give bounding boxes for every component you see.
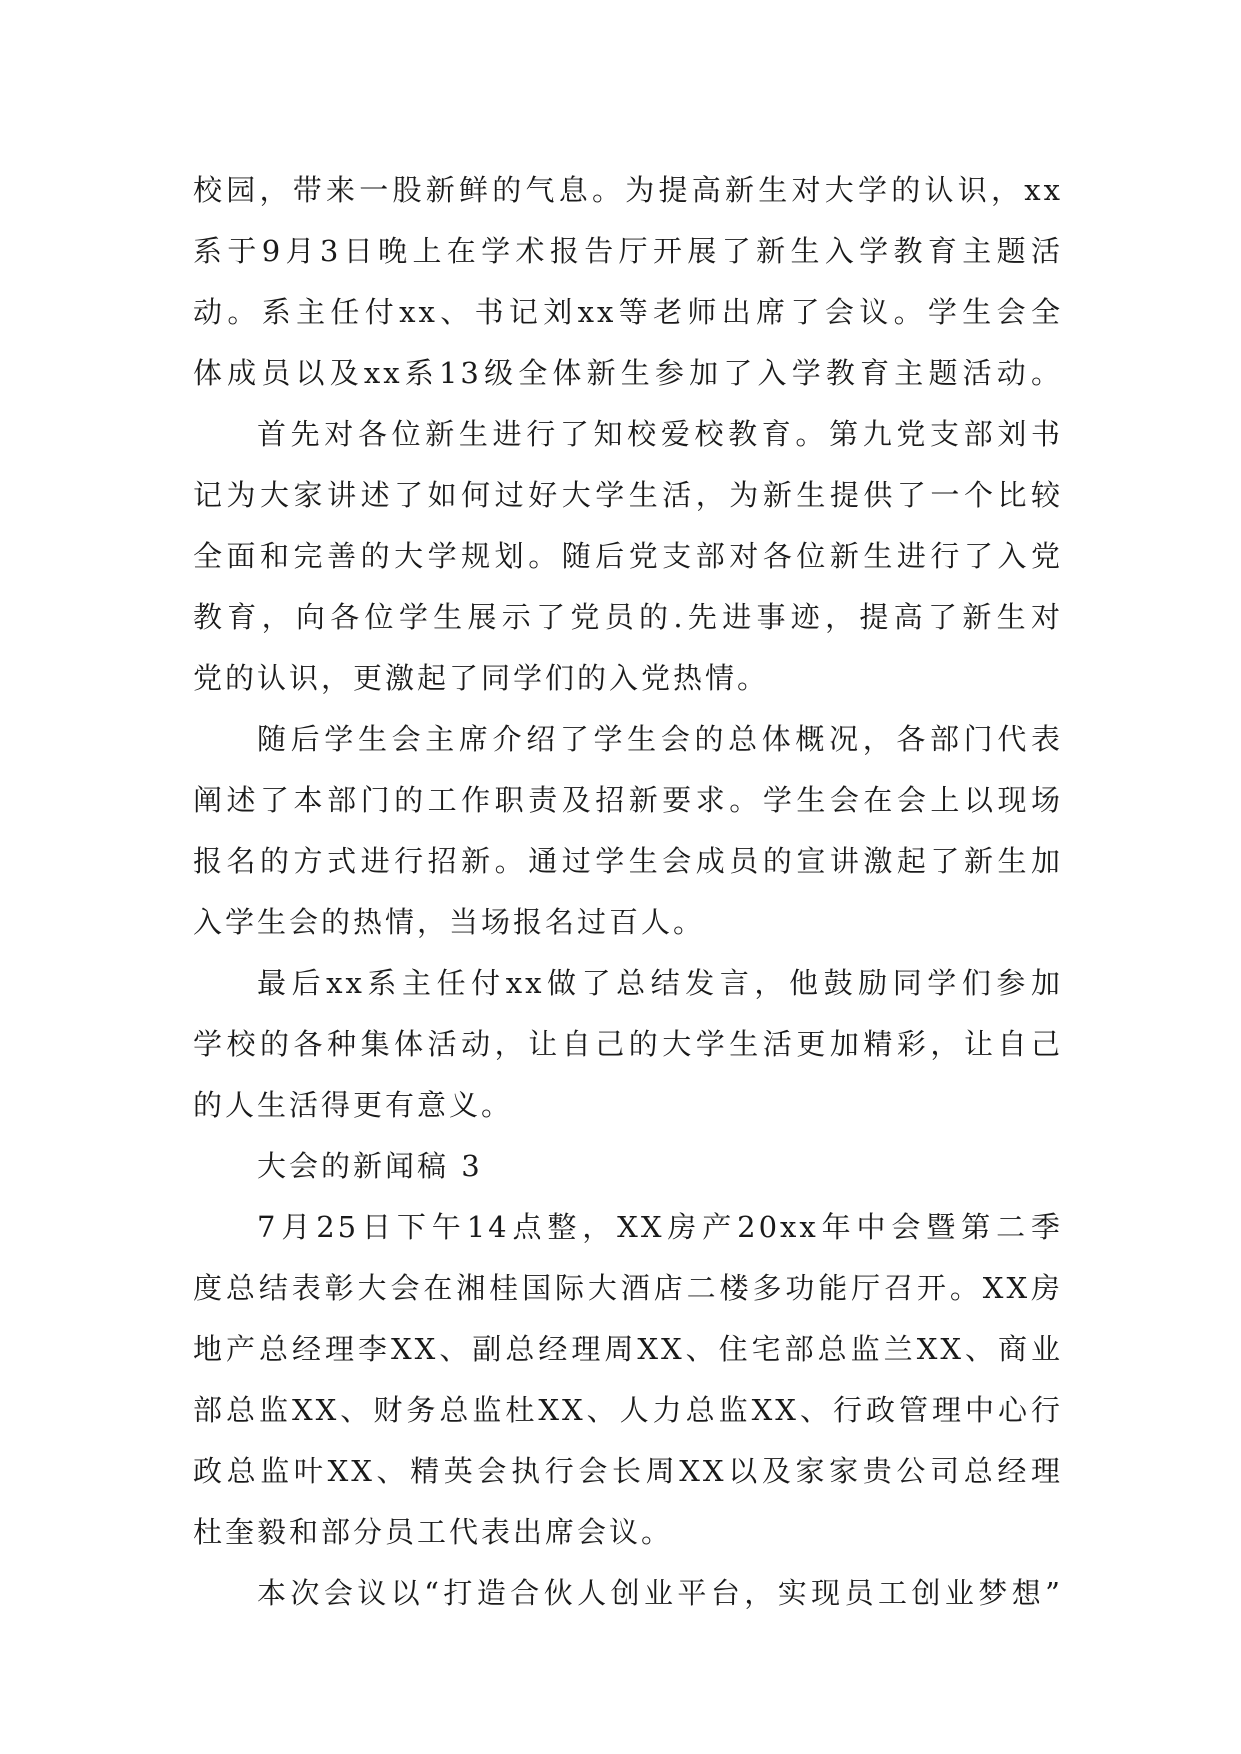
text-line: 随后学生会主席介绍了学生会的总体概况，各部门代表 (257, 722, 1063, 756)
text-line: 记为大家讲述了如何过好大学生活，为新生提供了一个比较 (193, 478, 1063, 512)
text-line: 最后xx系主任付xx做了总结发言，他鼓励同学们参加 (257, 966, 1063, 1000)
text-line: 杜奎毅和部分员工代表出席会议。 (193, 1515, 674, 1549)
text-line: 本次会议以“打造合伙人创业平台，实现员工创业梦想” (257, 1576, 1063, 1610)
text-line: 体成员以及xx系13级全体新生参加了入学教育主题活动。 (193, 356, 1063, 390)
text-line: 的人生活得更有意义。 (193, 1088, 514, 1122)
text-line: 动。系主任付xx、书记刘xx等老师出席了会议。学生会全 (193, 295, 1063, 329)
text-line: 校园，带来一股新鲜的气息。为提高新生对大学的认识，xx (193, 173, 1063, 207)
text-line: 系于9月3日晚上在学术报告厅开展了新生入学教育主题活 (193, 234, 1063, 268)
text-line: 部总监XX、财务总监杜XX、人力总监XX、行政管理中心行 (193, 1393, 1063, 1427)
text-line: 阐述了本部门的工作职责及招新要求。学生会在会上以现场 (193, 783, 1063, 817)
text-line: 度总结表彰大会在湘桂国际大酒店二楼多功能厅召开。XX房 (193, 1271, 1063, 1305)
text-line: 学校的各种集体活动，让自己的大学生活更加精彩，让自己 (193, 1027, 1063, 1061)
text-line: 党的认识，更激起了同学们的入党热情。 (193, 661, 770, 695)
text-line: 7月25日下午14点整，XX房产20xx年中会暨第二季 (257, 1210, 1063, 1244)
text-line: 全面和完善的大学规划。随后党支部对各位新生进行了入党 (193, 539, 1063, 573)
text-line: 入学生会的热情，当场报名过百人。 (193, 905, 706, 939)
text-line: 地产总经理李XX、副总经理周XX、住宅部总监兰XX、商业 (193, 1332, 1063, 1366)
document-body (193, 160, 1063, 1624)
text-line: 报名的方式进行招新。通过学生会成员的宣讲激起了新生加 (193, 844, 1063, 878)
text-line: 大会的新闻稿 3 (257, 1149, 483, 1183)
text-line: 教育，向各位学生展示了党员的.先进事迹，提高了新生对 (193, 600, 1063, 634)
text-line: 政总监叶XX、精英会执行会长周XX以及家家贵公司总经理 (193, 1454, 1063, 1488)
text-line: 首先对各位新生进行了知校爱校教育。第九党支部刘书 (257, 417, 1063, 451)
